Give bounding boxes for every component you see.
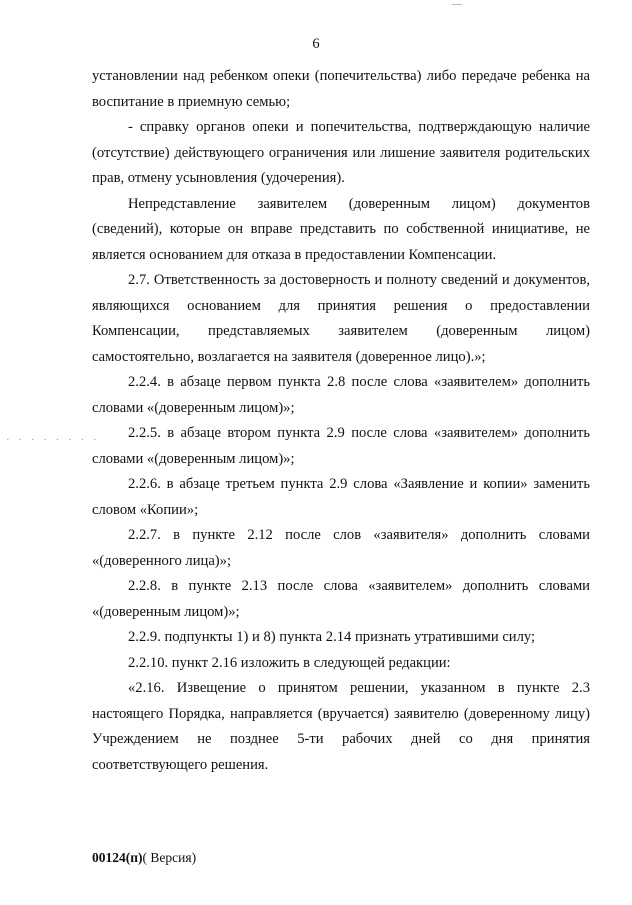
paragraph: 2.2.6. в абзаце третьем пункта 2.9 слова «Заявление и копии» заменить словом «Копии»; xyxy=(92,476,590,518)
document-code: 00124(п) xyxy=(92,850,143,865)
paragraph: «2.16. Извещение о принятом решении, указанном в пункте 2.3 настоящего Порядка, направляется (вручается) заявителю (доверенному лицу) Учреждением не позднее 5-ти рабочих дней со дня принятия соответствующего решения. xyxy=(92,680,590,773)
document-version: ( Версия) xyxy=(142,850,197,865)
paragraph: 2.2.9. подпункты 1) и 8) пункта 2.14 признать утратившими силу; xyxy=(128,629,536,645)
page-number: 6 xyxy=(312,36,320,52)
scan-artifact xyxy=(452,0,462,5)
paragraph: - справку органов опеки и попечительства, подтверждающую наличие (отсутствие) действующего ограничения или лишение заявителя родительских прав, отмену усыновления (удочерения). xyxy=(92,119,590,186)
paragraph: 2.2.4. в абзаце первом пункта 2.8 после слова «заявителем» дополнить словами «(доверенным лицом)»; xyxy=(92,374,590,416)
paragraph: 2.2.10. пункт 2.16 изложить в следующей редакции: xyxy=(128,654,451,671)
paragraph: установлении над ребенком опеки (попечительства) либо передаче ребенка на воспитание в приемную семью; xyxy=(92,68,590,110)
paragraph: 2.2.5. в абзаце втором пункта 2.9 после слова «заявителем» дополнить словами «(доверенным лицом)»; xyxy=(92,425,590,467)
document-body xyxy=(92,64,590,778)
paragraph: 2.2.7. в пункте 2.12 после слов «заявителя» дополнить словами «(доверенного лица)»; xyxy=(92,527,590,569)
paragraph: Непредставление заявителем (доверенным лицом) документов (сведений), которые он вправе представить по собственной инициативе, не является основанием для отказа в предоставлении Компенсации. xyxy=(92,195,590,263)
document-footer xyxy=(92,850,196,866)
scan-artifact: · · · · · · · · xyxy=(6,434,100,446)
paragraph: 2.2.8. в пункте 2.13 после слова «заявителем» дополнить словами «(доверенным лицом)»; xyxy=(92,578,590,620)
paragraph: 2.7. Ответственность за достоверность и полноту сведений и документов, являющихся основанием для принятия решения о предоставлении Компенсации, представляемых заявителем (доверенным лицом) самостоятельно, возлагается на заявителя (доверенное лицо).»; xyxy=(92,272,590,365)
